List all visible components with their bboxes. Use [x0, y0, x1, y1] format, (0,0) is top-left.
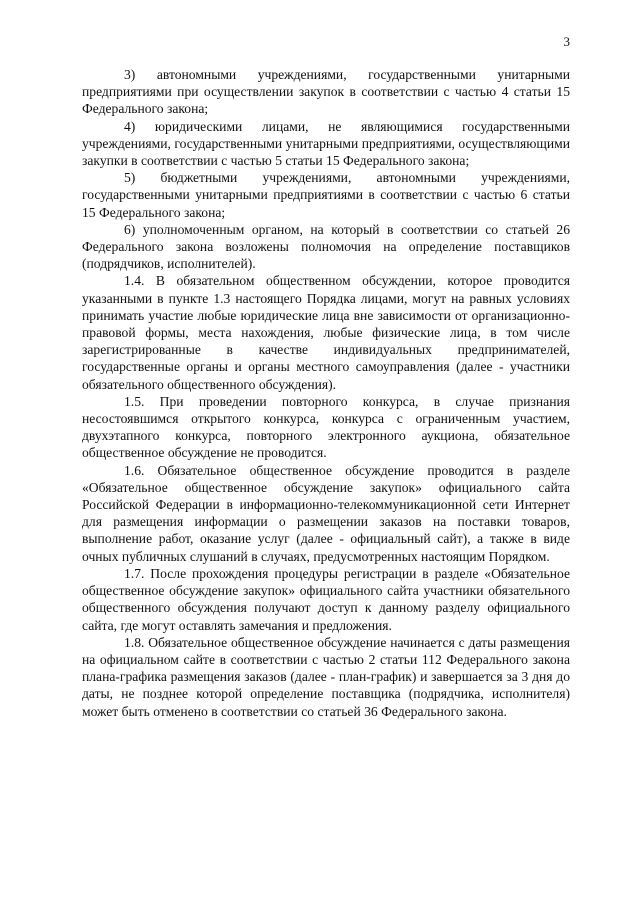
paragraph-section-1-5: 1.5. При проведении повторного конкурса, в случае признания несостоявшимся открытого конкурса, конкурса с ограниченным участием, двухэтапного конкурса, повторного электронного аукциона, обязательное общественное обсуждение не проводится.	[82, 393, 570, 461]
paragraph-item-6: 6) уполномоченным органом, на который в соответствии со статьей 26 Федерального закона возложены полномочия на определение поставщиков (подрядчиков, исполнителей).	[82, 221, 570, 272]
paragraph-section-1-6: 1.6. Обязательное общественное обсуждение проводится в разделе «Обязательное общественное обсуждение закупок» официального сайта Российской Федерации в информационно-телекоммуникационной сети Интернет для размещения информации о размещении заказов на поставки товаров, выполнение работ, оказание услуг (далее - официальный сайт), а также в виде очных публичных слушаний в случаях, предусмотренных настоящим Порядком.	[82, 462, 570, 564]
paragraph-item-3: 3) автономными учреждениями, государственными унитарными предприятиями при осуществлении закупок в соответствии с частью 4 статьи 15 Федерального закона;	[82, 67, 570, 117]
paragraph-item-4: 4) юридическими лицами, не являющимися государственными учреждениями, государственными унитарными предприятиями, осуществляющими закупки в соответствии с частью 5 статьи 15 Федерального закона;	[82, 118, 570, 169]
paragraph-section-1-8: 1.8. Обязательное общественное обсуждение начинается с даты размещения на официальном сайте в соответствии с частью 2 статьи 112 Федерального закона плана-графика размещения заказов (далее - план-график) и завершается за 3 дня до даты, не позднее которой определение поставщика (подрядчика, исполнителя) может быть отменено в соответствии со статьей 36 Федерального закона.	[82, 634, 570, 719]
paragraph-section-1-7: 1.7. После прохождения процедуры регистрации в разделе «Обязательное общественное обсуждение закупок» официального сайта участники обязательного общественного обсуждения получают доступ к данному разделу официального сайта, где могут оставлять замечания и предложения.	[82, 565, 570, 633]
document-body	[82, 66, 570, 720]
paragraph-section-1-4: 1.4. В обязательном общественном обсуждении, которое проводится указанными в пункте 1.3 настоящего Порядка лицами, могут на равных условиях принимать участие любые юридические лица вне зависимости от организационно-правовой формы, места нахождения, любые физические лица, в том числе зарегистрированные в качестве индивидуальных предпринимателей, государственные органы и органы местного самоуправления (далее - участники обязательного общественного обсуждения).	[82, 273, 570, 392]
paragraph-item-5: 5) бюджетными учреждениями, автономными учреждениями, государственными унитарными предприятиями в соответствии с частью 6 статьи 15 Федерального закона;	[82, 170, 570, 220]
page-number: 3	[563, 34, 570, 49]
